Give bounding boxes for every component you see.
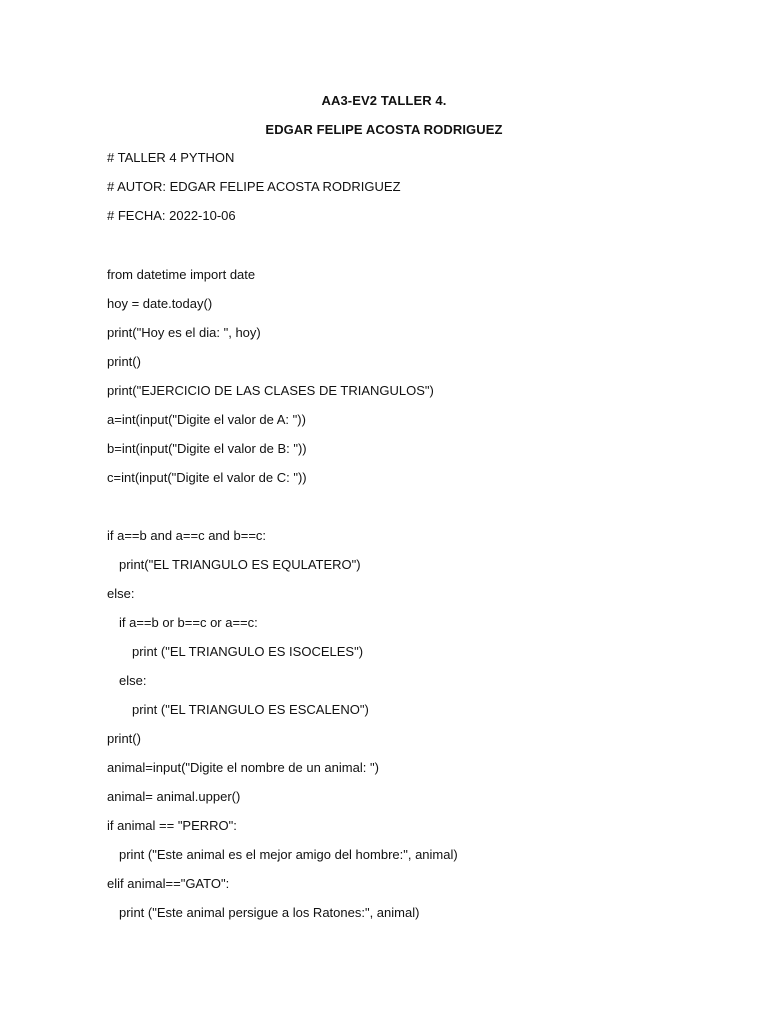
code-line: print ("Este animal persigue a los Ratones:", animal) [119, 905, 420, 920]
code-line: from datetime import date [107, 267, 256, 282]
code-line: c=int(input("Digite el valor de C: ")) [107, 470, 307, 485]
code-line: a=int(input("Digite el valor de A: ")) [107, 412, 306, 427]
code-line: # FECHA: 2022-10-06 [107, 208, 236, 223]
code-line: animal=input("Digite el nombre de un animal: ") [107, 760, 379, 775]
author-heading: EDGAR FELIPE ACOSTA RODRIGUEZ [265, 122, 503, 137]
code-line: b=int(input("Digite el valor de B: ")) [107, 441, 307, 456]
code-line: print() [107, 731, 141, 746]
code-line: if animal == "PERRO": [107, 818, 237, 833]
code-line: else: [119, 673, 147, 688]
code-line: print() [107, 354, 141, 369]
code-line: print("EJERCICIO DE LAS CLASES DE TRIANGULOS") [107, 383, 434, 398]
code-line: elif animal=="GATO": [107, 876, 230, 891]
code-line: if a==b and a==c and b==c: [107, 528, 267, 543]
code-line: # TALLER 4 PYTHON [107, 150, 235, 165]
code-line: hoy = date.today() [107, 296, 213, 311]
code-line: animal= animal.upper() [107, 789, 241, 804]
code-line: if a==b or b==c or a==c: [119, 615, 258, 630]
code-line: print("Hoy es el dia: ", hoy) [107, 325, 261, 340]
code-line: print ("Este animal es el mejor amigo del hombre:", animal) [119, 847, 458, 862]
code-line: print ("EL TRIANGULO ES ISOCELES") [132, 644, 364, 659]
document-title: AA3-EV2 TALLER 4. [321, 93, 447, 108]
code-line: else: [107, 586, 135, 601]
code-line: print("EL TRIANGULO ES EQULATERO") [119, 557, 361, 572]
code-line: print ("EL TRIANGULO ES ESCALENO") [132, 702, 369, 717]
code-line: # AUTOR: EDGAR FELIPE ACOSTA RODRIGUEZ [107, 179, 401, 194]
